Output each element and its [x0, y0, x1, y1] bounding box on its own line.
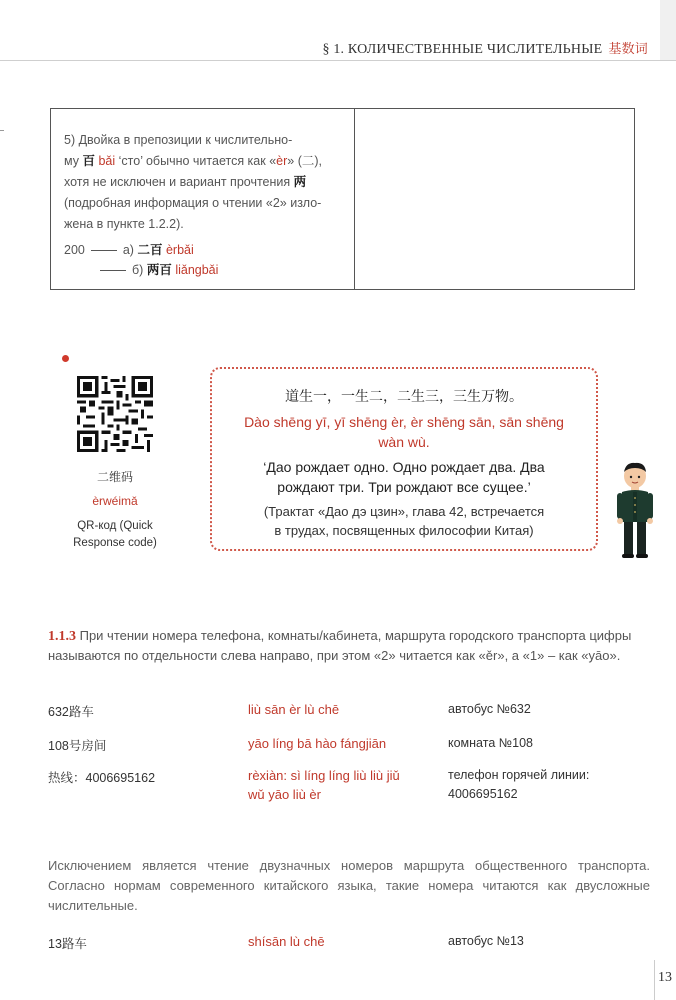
- row-pinyin: liù sān èr lù chē: [248, 702, 340, 717]
- note-text: [64, 130, 340, 235]
- section-text: При чтении номера телефона, комнаты/кабинета, маршрута городского транспорта цифры называются по отдельности слева направо, при этом «2» читается как «ěr», а «1» – как «yāo».: [48, 628, 632, 663]
- row-pinyin: yāo líng bā hào fángjiān: [248, 736, 387, 751]
- row-zh: 108号房间: [48, 739, 107, 753]
- page-number: 13: [658, 970, 672, 985]
- quote-translation: ‘Дао рождает одно. Одно рождает два. Два рождают три. Три рождают все сущее.’: [263, 459, 545, 495]
- person-illustration-icon: [612, 460, 658, 560]
- row-zh: 热线：4006695162: [48, 771, 156, 785]
- row-translation: комната №108: [448, 736, 534, 750]
- row-translation: автобус №13: [448, 934, 524, 948]
- qr-code-icon: [77, 376, 153, 452]
- row-translation: телефон горячей линии: 4006695162: [448, 768, 590, 801]
- header-rule: [0, 60, 676, 61]
- section-number: 1.1.3: [48, 629, 76, 644]
- row-zh: 13路车: [48, 937, 87, 951]
- note-line: жена в пункте 1.2.2).: [64, 217, 184, 231]
- quote-source: (Трактат «Дао дэ цзин», глава 42, встречается в трудах, посвященных философии Китая): [263, 504, 545, 538]
- page-edge-tab: [660, 0, 676, 60]
- qr-caption-pinyin: èrwéimǎ: [92, 494, 138, 508]
- quote-pinyin: Dào shēng yī, yī shēng èr, èr shēng sān, sān shēng wàn wù.: [244, 414, 564, 450]
- note-table-divider: [354, 108, 355, 290]
- row-pinyin: shísān lù chē: [248, 934, 325, 949]
- header-title: § 1. КОЛИЧЕСТВЕННЫЕ ЧИСЛИТЕЛЬНЫЕ: [322, 42, 603, 57]
- header-title-zh: 基数词: [608, 42, 648, 57]
- note-line: (подробная информация о чтении «2» изло-: [64, 196, 322, 210]
- note-line: му 百 bǎi ‘сто’ обычно читается как «èr» (二),: [64, 154, 323, 168]
- dash-icon: [91, 250, 117, 251]
- quote-zh: 道生一，一生二，二生三，三生万物。: [285, 388, 523, 404]
- section-1-1-3: [48, 626, 650, 665]
- dash-icon: [100, 270, 126, 271]
- margin-tick: [0, 130, 4, 131]
- row-pinyin: rèxiàn: sì líng líng liù liù jiǔ wǔ yāo liù èr: [248, 768, 400, 802]
- example-200-a: 200 а) 二百 èrbǎi: [64, 243, 194, 257]
- running-header: [322, 38, 648, 58]
- qr-caption-zh: 二维码: [96, 470, 133, 484]
- exception-paragraph: Исключением является чтение двузначных номеров маршрута общественного транспорта. Согласно нормам современного китайского языка, такие номера читаются как двусложные числительные.: [48, 858, 650, 913]
- example-200-b: б) 两百 liǎngbǎi: [94, 260, 218, 278]
- note-line: хотя не исключен и вариант прочтения 两: [64, 175, 307, 189]
- row-zh: 632路车: [48, 705, 94, 719]
- note-line: 5) Двойка в препозиции к числительно-: [64, 133, 293, 147]
- red-dot-icon: [62, 355, 69, 362]
- qr-caption-ru: QR-код (Quick Response code): [73, 520, 157, 549]
- row-translation: автобус №632: [448, 702, 531, 716]
